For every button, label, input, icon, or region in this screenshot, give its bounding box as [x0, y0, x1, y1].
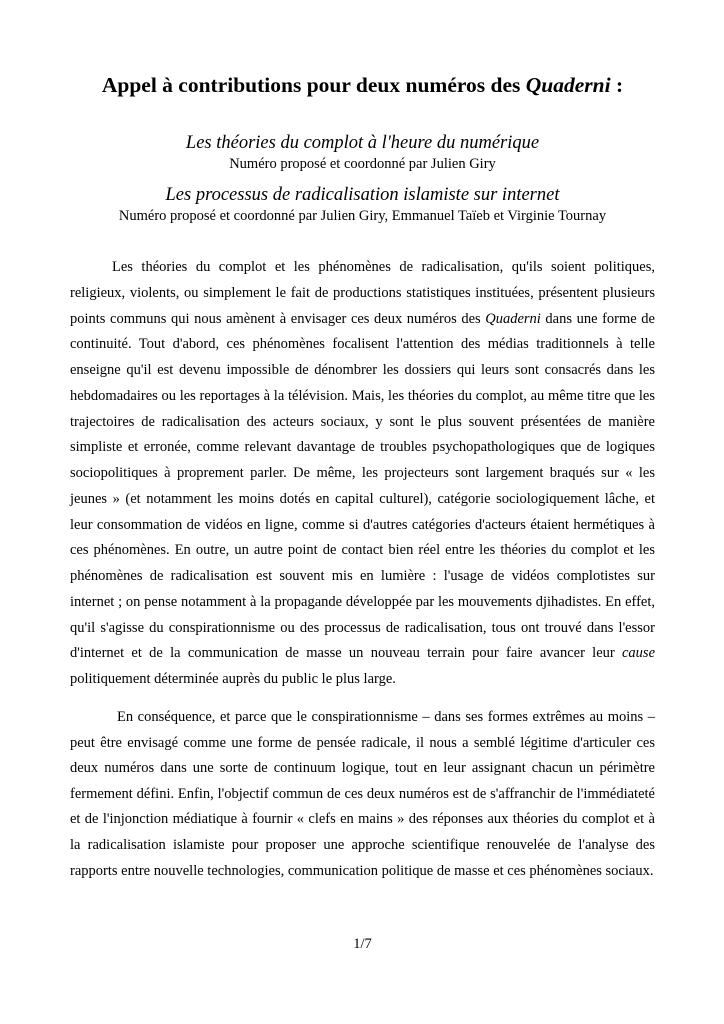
title-suffix: : [610, 73, 624, 97]
journal-name: Quaderni [485, 310, 541, 327]
document-page [70, 0, 655, 1024]
page-title [70, 70, 655, 100]
body-paragraph-2: En conséquence, et parce que le conspirationnisme – dans ses formes extrêmes au moins – peut être envisagé comme une forme de pensée radicale, il nous a semblé légitime d'articuler ces deux numéros dans une sorte de continuum logique, tout en leur assignant chacun un périmètre fermement défini. Enfin, l'objectif commun de ces deux numéros est de s'affranchir de l'immédiateté et de l'injonction médiatique à fournir « clefs en mains » des réponses aux théories du complot et à la radicalisation islamiste pour proposer une approche scientifique renouvelée de l'analyse des rapports entre nouvelle technologies, communication politique de masse et ces phénomènes sociaux. [70, 709, 655, 879]
issue-coordinator: Numéro proposé et coordonné par Julien Giry, Emmanuel Taïeb et Virginie Tournay [118, 208, 607, 224]
issue-title: Les théories du complot à l'heure du numérique [185, 133, 540, 153]
paragraph-text: Les théories du complot et les phénomènes de radicalisation, qu'ils soient politiques, religieux, violents, ou simplement le fait de productions statistiques instituées, présentent plusieurs points communs qui nous amènent à envisager ces deux numéros des [70, 259, 655, 327]
emphasis-text: cause [621, 645, 655, 662]
issue-coordinator: Numéro proposé et coordonné par Julien Giry [229, 156, 496, 172]
body-paragraph-1 [70, 255, 655, 693]
issue-block-conspiracy [70, 131, 655, 173]
page-number: 1/7 [353, 936, 372, 952]
paragraph-text: dans une forme de continuité. Tout d'abord, ces phénomènes focalisent l'attention des médias traditionnels à telle enseigne qu'il est devenu impossible de dénombrer les dossiers qui leurs sont consacrés dans les hebdomadaires ou les reportages à la télévision. Mais, les théories du complot, au même titre que les trajectoires de radicalisation des acteurs sociaux, y sont le plus souvent présentées de manière simpliste et erronée, comme relevant davantage de troubles psychopathologiques que de logiques sociopolitiques à proprement parler. De même, les projecteurs sont largement braqués sur « les jeunes » (et notamment les moins dotés en capital culturel), catégorie sociologiquement lâche, et leur consommation de vidéos en ligne, comme si d'autres catégories d'acteurs étaient hermétiques à ces phénomènes. En outre, un autre point de contact bien réel entre les théories du complot et les phénomènes de radicalisation est souvent mis en lumière : l'usage de vidéos complotistes sur internet ; on pense notamment à la propagande développée par les mouvements djihadistes. En effet, qu'il s'agisse du conspirationnisme ou des processus de radicalisation, tous ont trouvé dans l'essor d'internet et de la communication de masse un nouveau terrain pour faire avancer leur [70, 310, 655, 662]
issue-title: Les processus de radicalisation islamiste sur internet [165, 185, 560, 205]
title-journal-name: Quaderni [525, 73, 611, 97]
issue-block-radicalisation [70, 183, 655, 225]
paragraph-text: politiquement déterminée auprès du public le plus large. [70, 671, 396, 687]
title-text: Appel à contributions pour deux numéros des [101, 73, 526, 97]
